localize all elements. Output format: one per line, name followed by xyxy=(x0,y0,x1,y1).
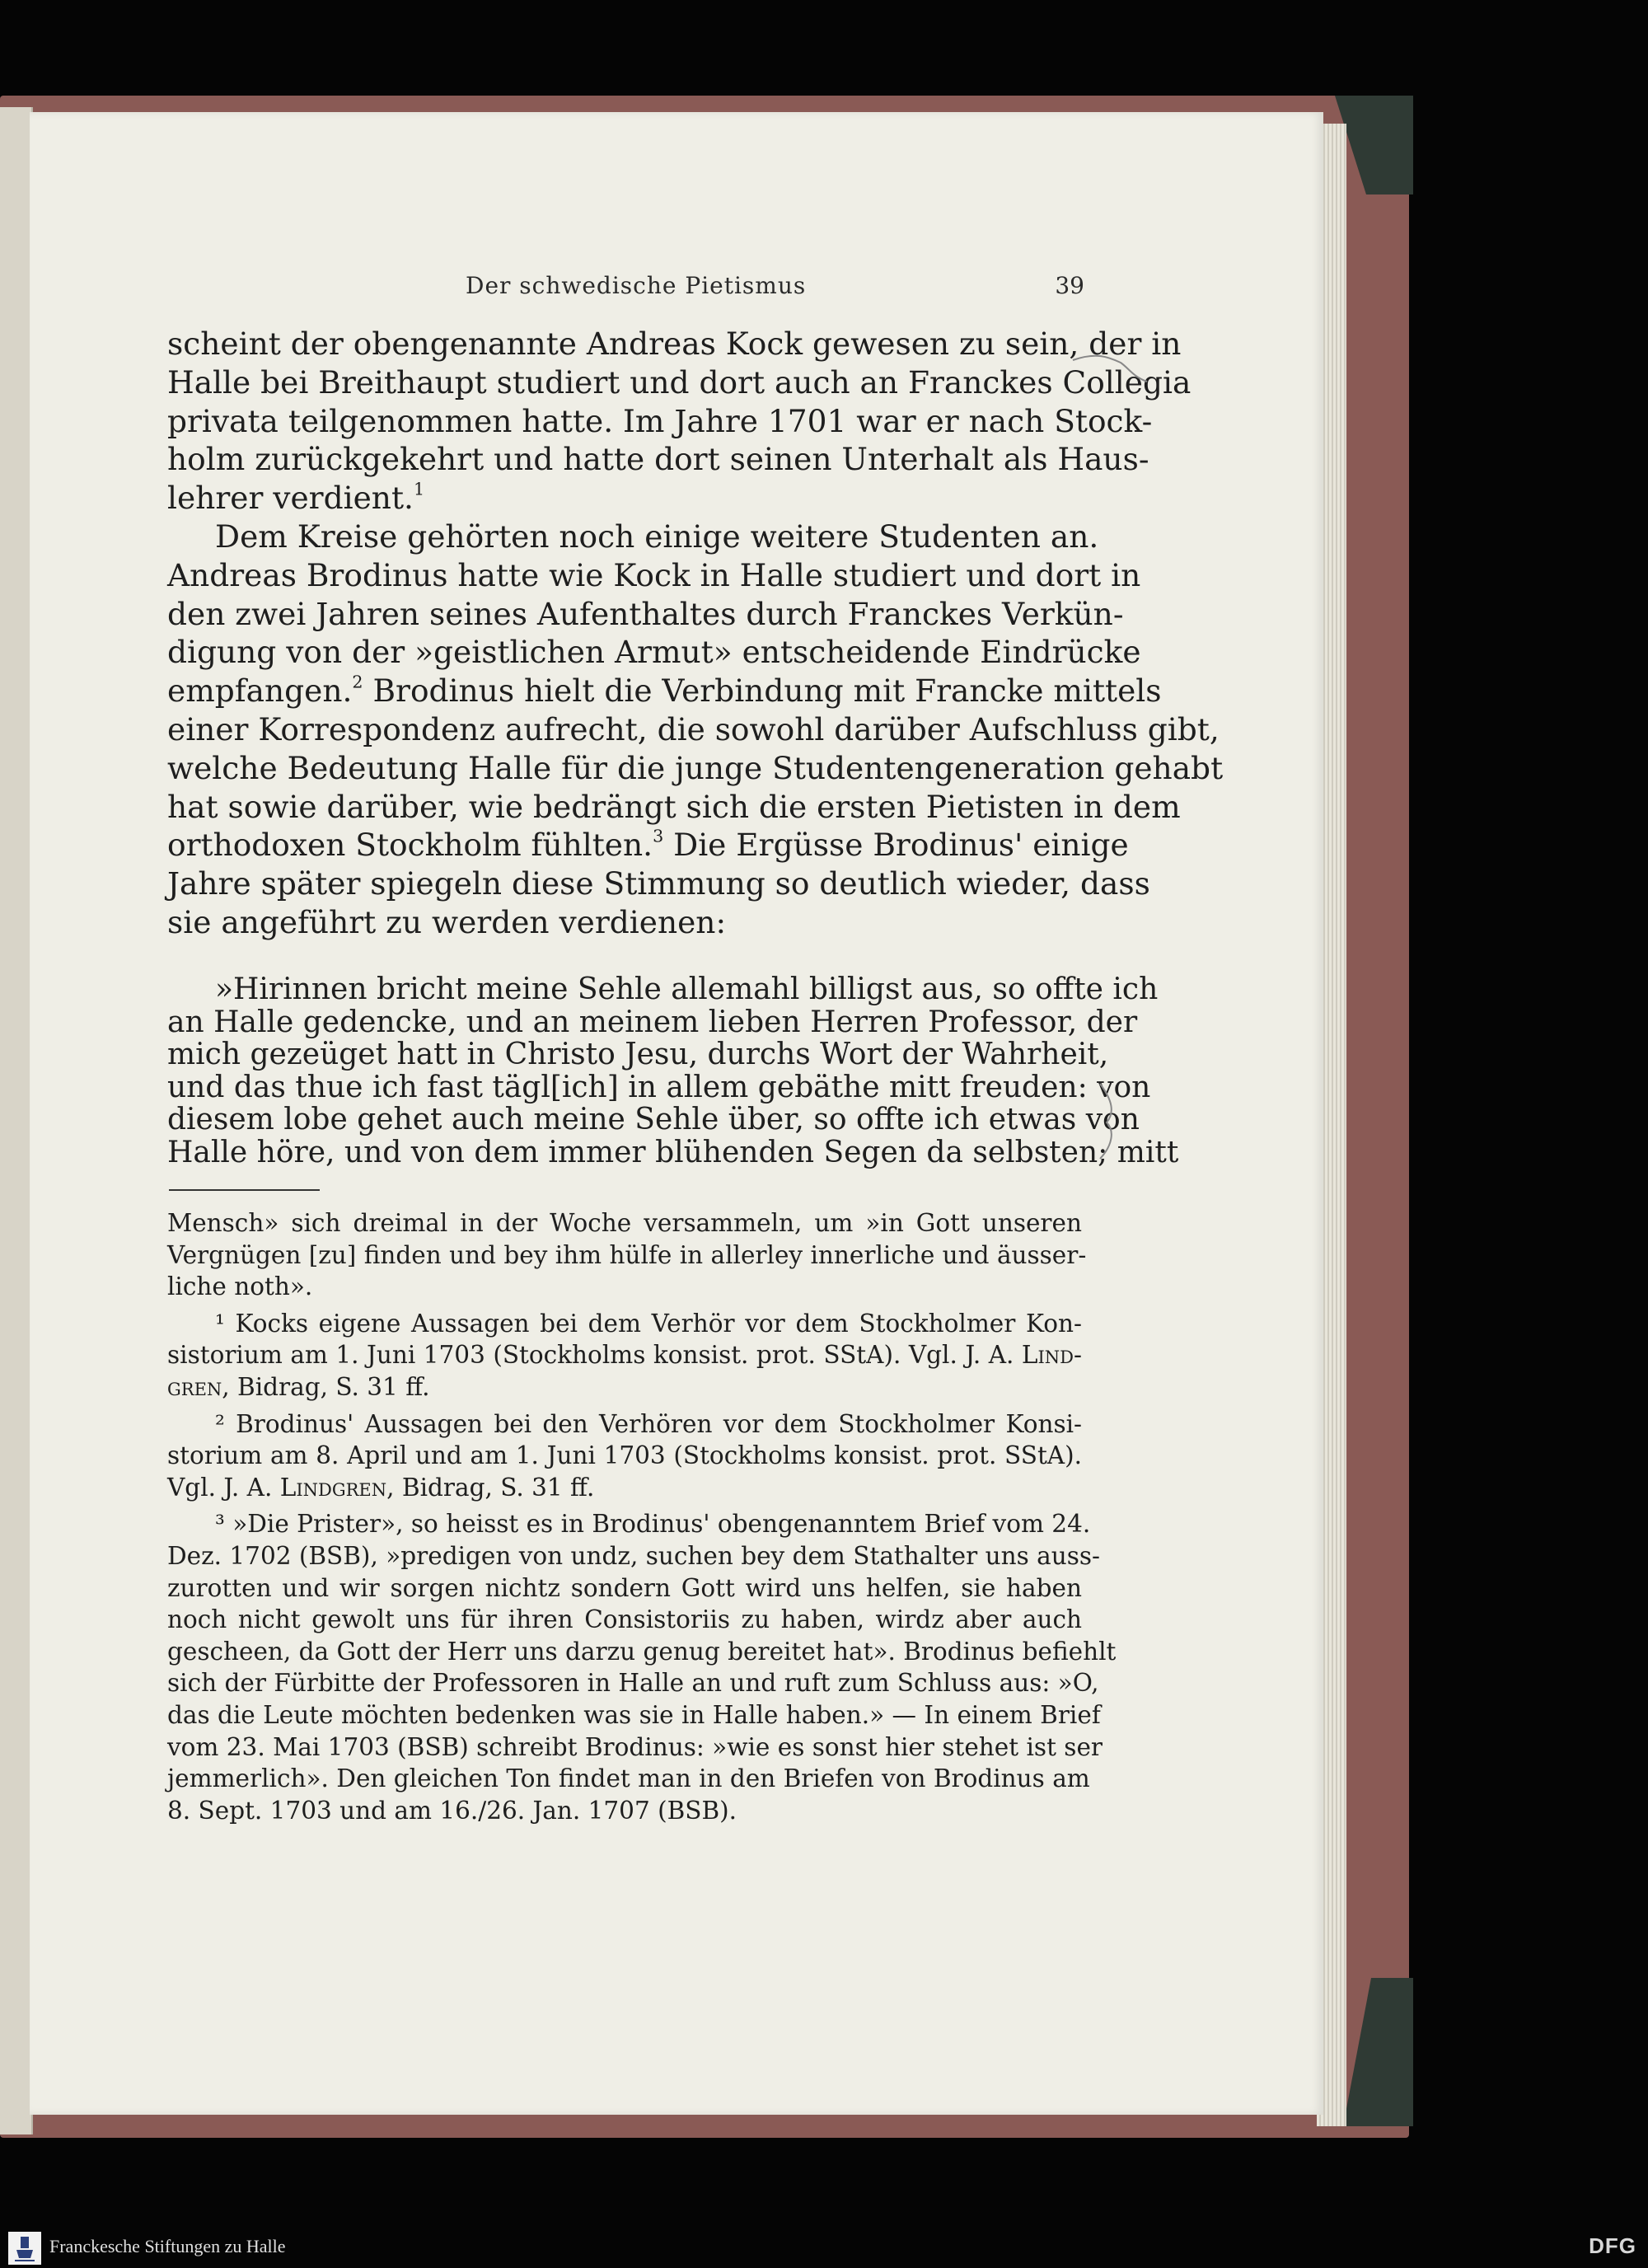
text-line: Halle bei Breithaupt studiert und dort auch an Franckes Collegia xyxy=(167,363,1192,401)
text-line: holm zurückgekehrt und hatte dort seinen Unterhalt als Haus- xyxy=(167,441,1149,478)
text-fragment: , Bidrag, S. 31 ff. xyxy=(222,1372,430,1401)
text-line: hat sowie darüber, wie bedrängt sich die ersten Pietisten in dem xyxy=(167,788,1181,825)
quote-line: diesem lobe gehet auch meine Sehle über, so offte ich etwas von xyxy=(167,1103,1140,1136)
text-fragment: Vgl. J. A. xyxy=(167,1473,273,1502)
text-fragment: Brodinus hielt die Verbindung mit Francke mittels xyxy=(372,672,1162,710)
text-line: Dem Kreise gehörten noch einige weitere Studenten an. xyxy=(215,518,1099,555)
pencil-mark-bracket xyxy=(1092,1080,1125,1162)
quote-line: mich gezeüget hatt in Christo Jesu, durchs Wort der Wahrheit, xyxy=(167,1038,1109,1071)
text-line xyxy=(167,672,1162,710)
text-line: sie angeführt zu werden verdienen: xyxy=(167,903,727,940)
footnote-line: Vergnügen [zu] finden und bey ihm hülfe in allerley innerliche und äusser- xyxy=(167,1240,1087,1269)
text-line: digung von der »geistlichen Armut» entscheidende Eindrücke xyxy=(167,634,1141,671)
running-head-title: Der schwedische Pietismus xyxy=(466,272,807,299)
quote-line: an Halle gedencke, und an meinem lieben Herren Professor, der xyxy=(167,1005,1138,1039)
author-name: gren xyxy=(167,1372,222,1401)
text-line: Andreas Brodinus hatte wie Kock in Halle studiert und dort in xyxy=(167,556,1141,593)
text-line: welche Bedeutung Halle für die junge Studentengeneration gehabt xyxy=(167,749,1224,786)
footnote-line: Mensch» sich dreimal in der Woche versammeln, um »in Gott unseren xyxy=(167,1209,1082,1237)
author-name: Lind- xyxy=(1021,1341,1082,1370)
text-line xyxy=(167,826,1129,865)
text-line: Jahre später spiegeln diese Stimmung so deutlich wieder, dass xyxy=(167,865,1150,902)
text-fragment: sistorium am 1. Juni 1703 (Stockholms konsist. prot. SStA). Vgl. J. A. xyxy=(167,1341,1014,1370)
quote-line: »Hirinnen bricht meine Sehle allemahl billigst aus, so offte ich xyxy=(215,972,1159,1006)
footnote-line: ³ »Die Prister», so heisst es in Brodinus' obengenanntem Brief vom 24. xyxy=(215,1510,1091,1539)
main-text xyxy=(167,325,1224,942)
footnote-ref: 2 xyxy=(352,672,363,692)
text-line xyxy=(167,479,1082,518)
institution-name: Franckesche Stiftungen zu Halle xyxy=(49,2236,286,2256)
footnote-line: sich der Fürbitte der Professoren in Halle an und ruft zum Schluss aus: »O, xyxy=(167,1669,1099,1698)
text-line: den zwei Jahren seines Aufenthaltes durch Franckes Verkün- xyxy=(167,595,1124,632)
quote-line: Halle höre, und von dem immer blühenden Segen da selbsten; mitt xyxy=(167,1135,1179,1169)
text-fragment: Die Ergüsse Brodinus' einige xyxy=(673,827,1129,864)
running-head xyxy=(165,272,1084,305)
text-fragment: , Bidrag, S. 31 ff. xyxy=(386,1473,595,1502)
footnote-line xyxy=(167,1472,1082,1504)
institution-logo-icon xyxy=(8,2232,41,2265)
footnote-line: 8. Sept. 1703 und am 16./26. Jan. 1707 (BSB). xyxy=(167,1796,737,1825)
footnote-line: gescheen, da Gott der Herr uns darzu genug bereitet hat». Brodinus befiehlt xyxy=(167,1637,1117,1666)
page-number: 39 xyxy=(1055,272,1084,299)
footnote-rule xyxy=(169,1189,320,1191)
footnote-line: Dez. 1702 (BSB), »predigen von undz, suchen bey dem Stathalter uns auss- xyxy=(167,1541,1100,1570)
pencil-mark-top xyxy=(1071,342,1154,391)
block-quote xyxy=(167,972,1179,1169)
footnote-line: jemmerlich». Den gleichen Ton findet man in den Briefen von Brodinus am xyxy=(167,1764,1090,1793)
footnote-ref: 3 xyxy=(653,826,664,846)
footnote-line: liche noth». xyxy=(167,1272,313,1301)
text-line: scheint der obengenannte Andreas Kock gewesen zu sein, der in xyxy=(167,326,1182,362)
dfg-logo: DFG xyxy=(1589,2233,1636,2258)
text-line: einer Korrespondenz aufrecht, die sowohl darüber Aufschluss gibt, xyxy=(167,710,1220,747)
author-name: Lindgren xyxy=(279,1473,387,1502)
text-fragment: lehrer verdient. xyxy=(167,480,414,517)
text-line: privata teilgenommen hatte. Im Jahre 1701 war er nach Stock- xyxy=(167,402,1153,439)
footnote-line xyxy=(167,1339,1082,1371)
footnotes xyxy=(167,1207,1117,1826)
facing-page-edge xyxy=(0,107,33,2134)
text-fragment: empfangen. xyxy=(167,672,353,710)
footnote-ref: 1 xyxy=(413,479,425,499)
footnote-line: noch nicht gewolt uns für ihren Consistoriis zu haben, wirdz aber auch xyxy=(167,1605,1082,1634)
footnote-line: ² Brodinus' Aussagen bei den Verhören vor dem Stockholmer Konsi- xyxy=(215,1409,1082,1438)
footnote-line: storium am 8. April und am 1. Juni 1703 (Stockholms konsist. prot. SStA). xyxy=(167,1441,1082,1470)
footnote-line: vom 23. Mai 1703 (BSB) schreibt Brodinus: »wie es sonst hier stehet ist ser xyxy=(167,1732,1103,1761)
footnote-line: das die Leute möchten bedenken was sie in Halle haben.» — In einem Brief xyxy=(167,1700,1101,1729)
quote-line: und das thue ich fast tägl[ich] in allem gebäthe mitt freuden: von xyxy=(167,1070,1151,1104)
footnote-line: zurotten und wir sorgen nichtz sondern Gott wird uns helfen, sie haben xyxy=(167,1573,1082,1602)
text-fragment: orthodoxen Stockholm fühlten. xyxy=(167,827,653,864)
footnote-line: ¹ Kocks eigene Aussagen bei dem Verhör vor dem Stockholmer Kon- xyxy=(215,1309,1082,1338)
footnote-line xyxy=(167,1371,1082,1403)
